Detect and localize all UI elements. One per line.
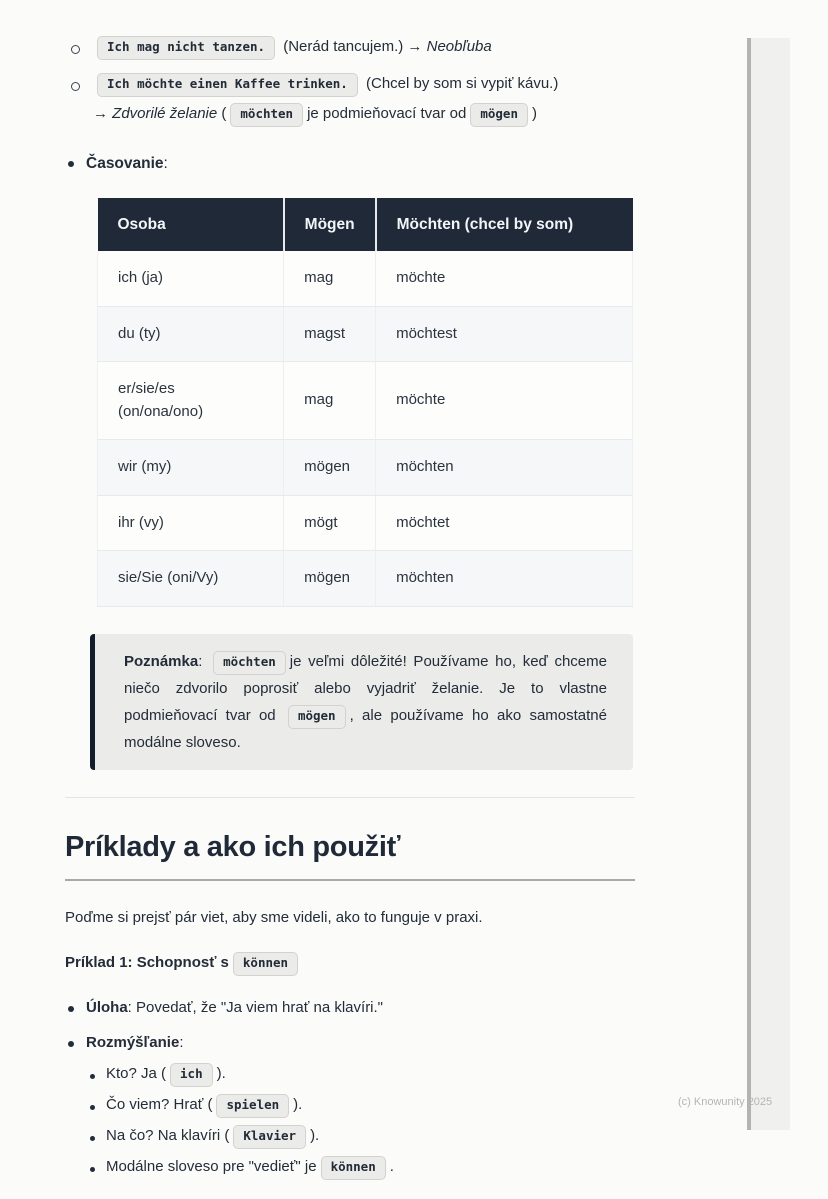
column-header-osoba: Osoba — [98, 198, 284, 251]
table-row — [98, 495, 633, 551]
watermark: (c) Knowunity 2025 — [678, 1096, 773, 1108]
rozmyslanie-label: Rozmýšľanie — [86, 1033, 180, 1051]
list-item — [86, 1156, 635, 1180]
circle-bullet-icon — [71, 82, 80, 91]
plain-text: ). — [310, 1127, 320, 1145]
cell-person: ich (ja) — [98, 251, 284, 306]
cell-mogen: magst — [284, 306, 376, 362]
list-item-text — [86, 1032, 635, 1187]
step-text — [106, 1063, 635, 1087]
cell-mochten: möchte — [376, 251, 633, 306]
uloha-label: Úloha — [86, 999, 128, 1017]
colon-text: : — [163, 154, 168, 172]
list-item-rozmyslanie — [65, 1032, 635, 1187]
colon-text: : — [198, 652, 203, 670]
plain-text: Kto? Ja ( — [106, 1065, 167, 1083]
disc-bullet-icon — [68, 161, 74, 167]
italic-text: Zdvorilé želanie — [112, 104, 218, 122]
cell-person: du (ty) — [98, 306, 284, 362]
inline-code: möchten — [230, 103, 303, 127]
table-header-row — [98, 198, 633, 251]
inline-code: spielen — [216, 1094, 289, 1118]
inline-code: möchten — [213, 651, 286, 675]
table-row — [98, 362, 633, 440]
conjugation-table — [97, 198, 633, 607]
disc-bullet-icon — [90, 1105, 95, 1110]
cell-mogen: mögt — [284, 495, 376, 551]
circle-bullet-icon — [71, 45, 80, 54]
inline-code: Ich möchte einen Kaffee trinken. — [97, 73, 358, 97]
cell-mochten: möchtest — [376, 306, 633, 362]
cell-person: ihr (vy) — [98, 495, 284, 551]
disc-bullet-icon — [68, 1006, 74, 1012]
plain-text: ). — [293, 1096, 303, 1114]
section-heading: Príklady a ako ich použiť — [65, 831, 635, 881]
cell-mochten: möchtet — [376, 495, 633, 551]
note-label: Poznámka — [124, 652, 199, 670]
arrow-text: → — [93, 104, 113, 122]
line-1 — [93, 73, 635, 97]
table-row — [98, 440, 633, 496]
cell-mogen: mag — [284, 362, 376, 440]
list-item-text — [93, 73, 635, 127]
plain-text: . — [389, 1157, 394, 1175]
plain-text: je podmieňovací tvar od — [307, 104, 467, 122]
scrollbar-track[interactable] — [747, 38, 790, 1130]
table-row — [98, 551, 633, 607]
inline-code: Klavier — [233, 1125, 306, 1149]
list-item — [65, 73, 635, 127]
plain-text: ) — [532, 104, 537, 122]
disc-bullet-icon — [90, 1167, 95, 1172]
table-row — [98, 251, 633, 306]
inline-code: können — [321, 1156, 386, 1180]
plain-text: Čo viem? Hrať ( — [106, 1096, 213, 1114]
inline-code: Ich mag nicht tanzen. — [97, 36, 275, 60]
example-1-label — [65, 952, 635, 976]
list-item — [86, 1063, 635, 1087]
section-intro: Poďme si prejsť pár viet, aby sme videli, ako to funguje v praxi. — [65, 908, 483, 926]
plain-text: Na čo? Na klavíri ( — [106, 1127, 230, 1145]
example-steps-list — [65, 997, 635, 1187]
note-callout — [90, 634, 633, 770]
intro-list — [65, 36, 635, 127]
uloha-text: : Povedať, že "Ja viem hrať na klavíri." — [127, 999, 384, 1017]
inline-code: mögen — [470, 103, 528, 127]
list-item — [86, 1094, 635, 1118]
inline-code: mögen — [288, 705, 346, 729]
inline-code: können — [233, 952, 298, 976]
plain-text: Modálne sloveso pre "vedieť" je — [106, 1157, 317, 1175]
cell-person: er/sie/es (on/ona/ono) — [98, 362, 284, 440]
colon-text: : — [179, 1033, 184, 1051]
disc-bullet-icon — [90, 1074, 95, 1079]
conjugation-bullet — [65, 152, 635, 175]
plain-text: ). — [216, 1065, 226, 1083]
note-text: , ale používame ho ako samostatné modálne sloveso. — [124, 706, 607, 751]
italic-text: Neobľuba — [426, 38, 492, 55]
line-2 — [93, 103, 635, 127]
list-item — [86, 1125, 635, 1149]
plain-text: ( — [217, 104, 227, 122]
example-1-title: Príklad 1: Schopnosť s — [65, 954, 229, 972]
cell-mogen: mögen — [284, 551, 376, 607]
section-divider — [65, 797, 635, 798]
list-item-text — [86, 997, 635, 1020]
column-header-mochten: Möchten (chcel by som) — [376, 198, 633, 251]
cell-mochten: möchten — [376, 440, 633, 496]
cell-mochten: möchte — [376, 362, 633, 440]
cell-mochten: möchten — [376, 551, 633, 607]
conjugation-label: Časovanie — [86, 154, 164, 172]
column-header-mogen: Mögen — [284, 198, 376, 251]
plain-text: (Nerád tancujem.) → — [283, 38, 427, 55]
cell-mogen: mögen — [284, 440, 376, 496]
plain-text: (Chcel by som si vypiť kávu.) — [366, 74, 559, 92]
step-text — [106, 1125, 635, 1149]
cell-person: sie/Sie (oni/Vy) — [98, 551, 284, 607]
thinking-steps — [86, 1063, 635, 1180]
document-content — [65, 0, 635, 1199]
list-item — [65, 36, 635, 60]
step-text — [106, 1094, 635, 1118]
list-item-uloha — [65, 997, 635, 1020]
table-row — [98, 306, 633, 362]
cell-person: wir (my) — [98, 440, 284, 496]
inline-code: ich — [170, 1063, 213, 1087]
note-text: je veľmi dôležité! Používame ho, keď chceme niečo zdvorilo poprosiť alebo vyjadriť želanie. Je to vlastne podmieňovací tvar od — [124, 652, 607, 724]
disc-bullet-icon — [68, 1041, 74, 1047]
cell-mogen: mag — [284, 251, 376, 306]
list-item-text — [93, 36, 635, 60]
conjugation-bullet-text — [86, 152, 635, 175]
step-text — [106, 1156, 635, 1180]
disc-bullet-icon — [90, 1136, 95, 1141]
